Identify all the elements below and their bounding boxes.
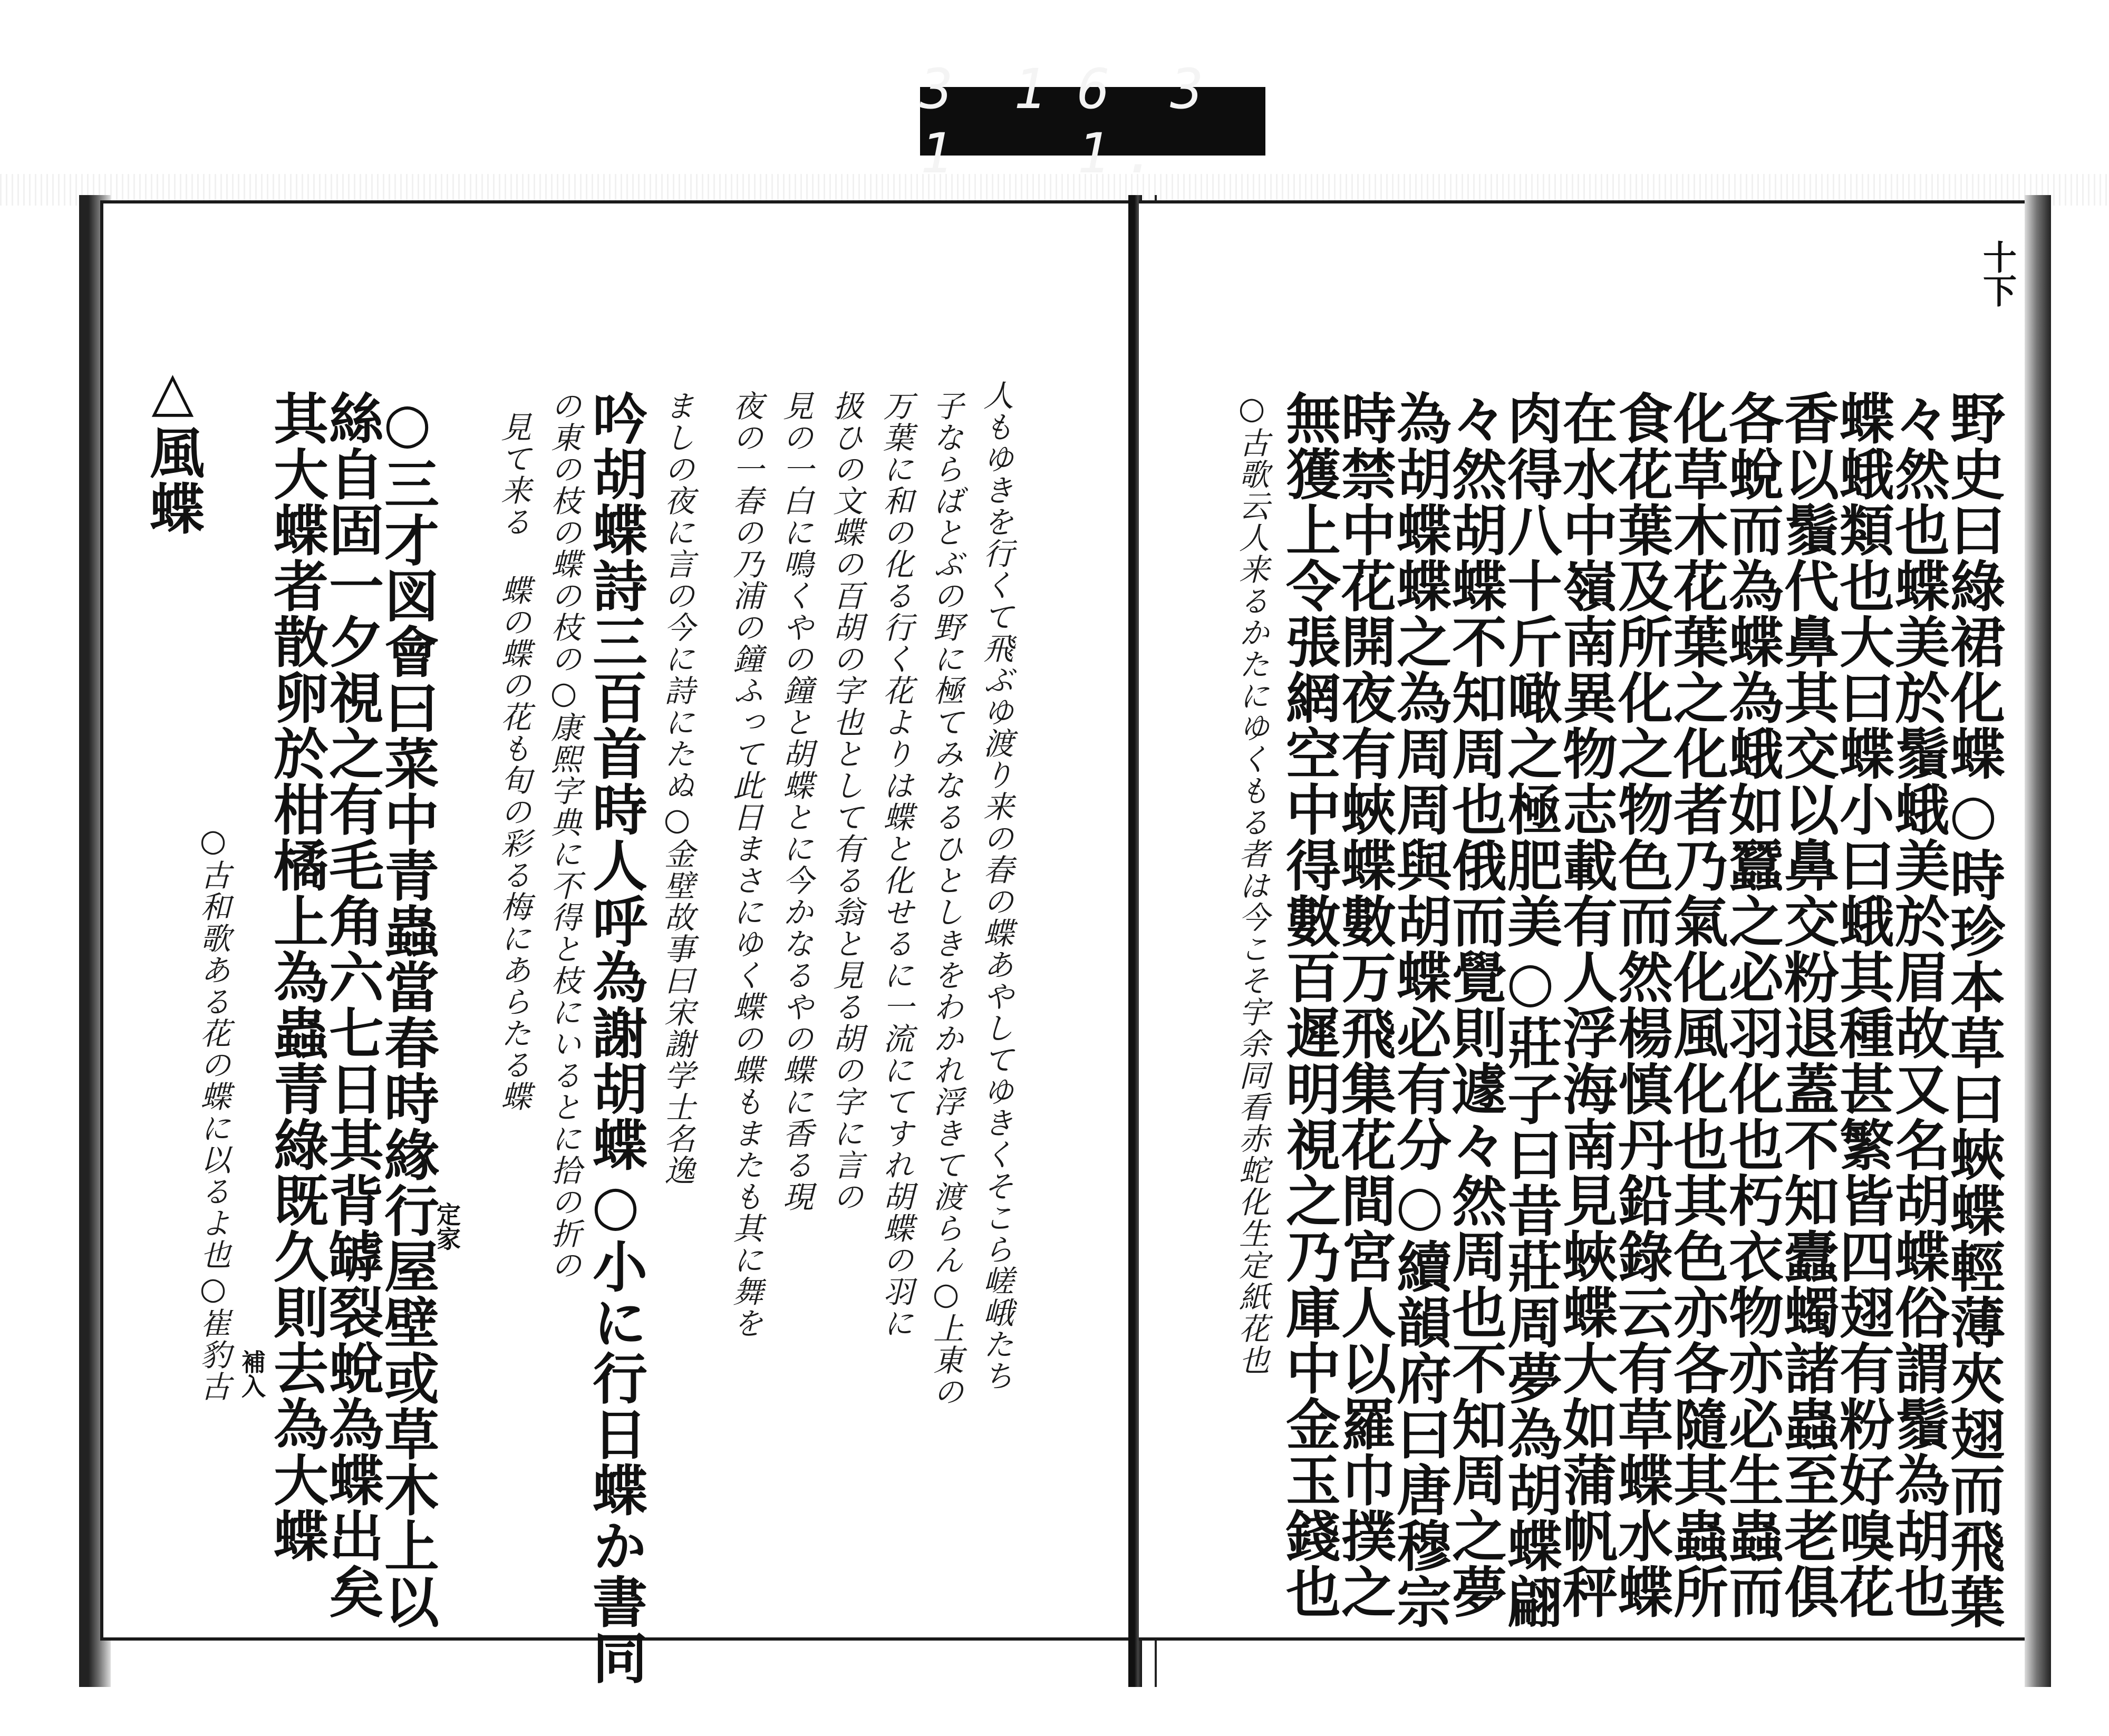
- left-col-12: 絲自固一夕視之有毛角六七日其背罅裂蛻為蝶出矣: [320, 390, 384, 1619]
- left-col-5: 見の一白に鳴くやの鐘と胡蝶とに今かなるやの蝶に香る現: [778, 390, 814, 1213]
- right-col-6: 化草木花葉之化者乃氣化風化也其色亦各隨其蟲所: [1664, 390, 1729, 1619]
- right-col-8: 在水中嶺南異物志載有人浮海南見蛺蝶大如蒲帆秤: [1553, 390, 1618, 1619]
- right-col-14: ○古歌云人来るかたにゆくもる者は今こそ宇余同看赤蛇化生定紙花也: [1234, 390, 1270, 1376]
- left-col-8: 吟胡蝶詩三百首時人呼為謝胡蝶○小に行日蝶か書同: [583, 390, 648, 1685]
- book-edge-right: [2025, 195, 2051, 1687]
- right-col-11: 為胡蝶蝶之為周周與胡蝶必有分○續韻府曰唐穆宗: [1387, 390, 1452, 1630]
- right-col-13: 無獲上令張網空中得數百遲明視之乃庫中金玉錢也: [1276, 390, 1341, 1619]
- right-col-3: 蝶蛾類也大曰蝶小曰蛾其種甚繁皆四翅有粉好嗅花: [1830, 390, 1895, 1619]
- left-col-9: の東の枝の蝶の枝の○康熙字典に不得と枝にいるとに拾の折の: [546, 390, 582, 1281]
- left-col-13: 其大蝶者散卵於柑橘上為蟲青綠既久則去為大蝶: [264, 390, 329, 1564]
- label-left-number: 3 1 1: [920, 57, 1060, 186]
- right-col-12: 時禁中花開夜有蛺蝶數万飛集花間宮人以羅巾撲之: [1332, 390, 1397, 1619]
- archive-label: [920, 57, 1265, 186]
- right-col-2: 々然也蝶美於鬚蛾美於眉故又名胡蝶俗謂鬚為胡也: [1885, 390, 1950, 1619]
- left-col-3: 万葉に和の化る行く花よりは蝶と化せるに一流にてすれ胡蝶の羽に: [878, 390, 914, 1339]
- left-col-4: 扱ひの文蝶の百胡の字也として有る翁と見る胡の字に言の: [828, 390, 864, 1213]
- right-col-1: 野史曰綠裙化蝶○時珍本草曰蛺蝶輕薄夾翅而飛葉: [1941, 390, 2006, 1630]
- right-col-7: 食花葉及所化之物色而然楊慎丹鉛錄云有草蝶水蝶: [1609, 390, 1673, 1619]
- left-col-14: ○古和歌ある花の蝶に以るよ也○崔豹古: [195, 822, 231, 1402]
- right-col-10: 々然胡蝶不知周也俄而覺則遽々然周也不知周之夢: [1443, 390, 1507, 1619]
- right-col-4: 香以鬚代鼻其交以鼻交粉退蓋不知蠹蠋諸蟲至老俱: [1775, 390, 1840, 1619]
- right-col-9: 肉得八十斤噉之極肥美○莊子曰昔莊周夢為胡蝶翩: [1498, 390, 1563, 1630]
- label-right-number: 6 3 1.: [1077, 57, 1217, 186]
- note-hochu: 補入: [238, 1350, 266, 1398]
- right-col-5: 各蛻而為蝶為蛾如蠶之必羽化也朽衣物亦必生蟲而: [1719, 390, 1784, 1619]
- left-col-6: 夜の一春の乃浦の鐘ふって此日まさにゆく蝶の蝶もまたも其に舞を: [728, 390, 763, 1339]
- left-col-7: ましの夜に言の今に詩にたぬ○金壁故事曰宋謝学士名逸: [659, 390, 695, 1186]
- left-col-2: 子ならばとぶの野に極てみなるひとしきをわかれ浮きて渡らん○上東の: [928, 390, 964, 1408]
- left-col-11: ○三才図會曰菜中青蟲當春時緣行屋壁或草木上以: [375, 390, 440, 1630]
- left-col-10: 見て来る 蝶の蝶の花も旬の彩る梅にあらたる蝶: [496, 411, 531, 1112]
- page-mark: 十下: [1977, 240, 2017, 307]
- note-teika: 定家: [433, 1202, 461, 1250]
- heading-fucho: △風蝶: [140, 358, 205, 536]
- left-col-1: 人もゆきを行くて飛ぶゆ渡り来の春の蝶あやしてゆきくそこら嵯峨たち: [978, 380, 1014, 1392]
